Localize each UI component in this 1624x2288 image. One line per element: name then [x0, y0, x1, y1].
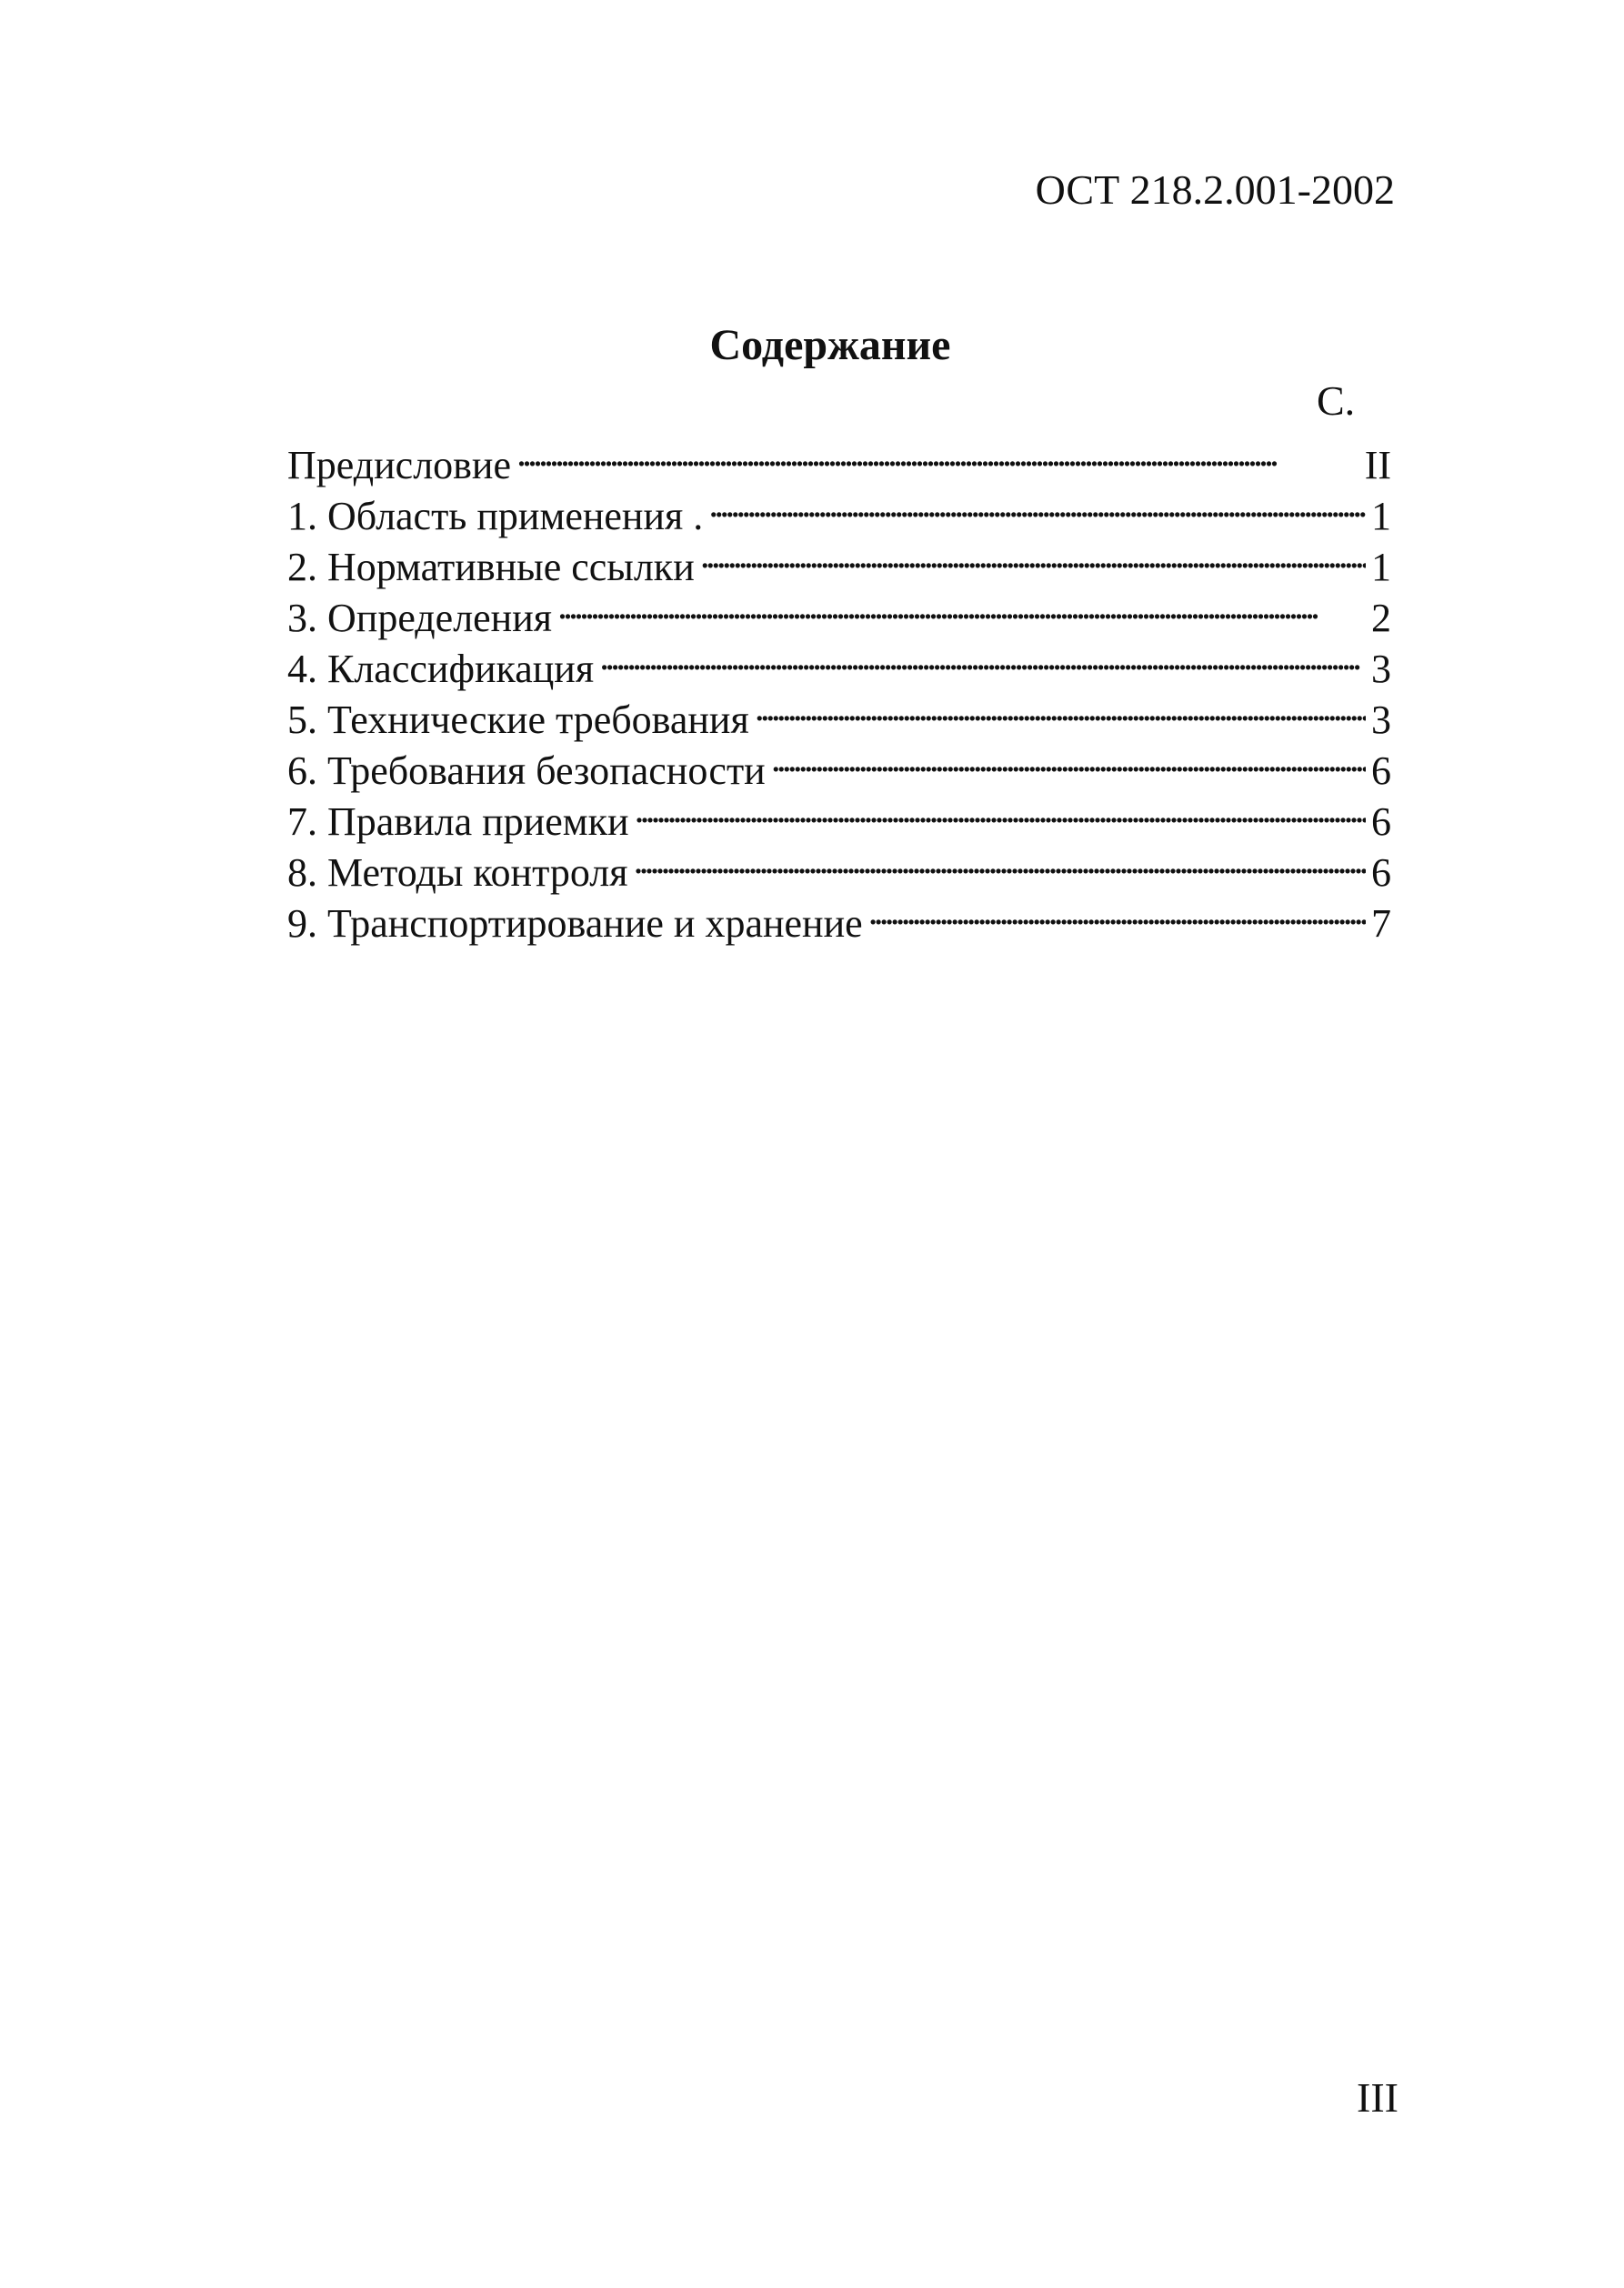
- page-column-label: С.: [1317, 377, 1356, 424]
- toc-title: Содержание: [709, 321, 951, 369]
- toc-entry-label: 7. Правила приемки: [287, 799, 629, 844]
- toc-entry-page: II: [1364, 443, 1391, 487]
- toc-entry-label: 4. Классификация: [287, 647, 595, 691]
- toc-entry-label: 9. Транспортирование и хранение: [287, 901, 863, 946]
- toc-leader-dots: [708, 478, 1366, 529]
- document-code: ОСТ 218.2.001-2002: [1035, 166, 1395, 213]
- toc-entry-label: 3. Определения: [287, 596, 553, 640]
- page-number: III: [1357, 2074, 1398, 2121]
- toc-entry-page: 6: [1371, 850, 1391, 895]
- toc-leader-dots: [557, 580, 1366, 631]
- toc-leader-dots: [516, 427, 1359, 478]
- toc-leader-dots: [599, 631, 1366, 682]
- toc-entry-label: 6. Требования безопасности: [287, 748, 766, 793]
- toc-entry-page: 1: [1371, 545, 1391, 589]
- table-of-contents: [287, 427, 1391, 946]
- toc-entry-page: 6: [1371, 799, 1391, 844]
- toc-entry-page: 6: [1371, 748, 1391, 793]
- toc-entry-page: 3: [1371, 697, 1391, 742]
- toc-entry-page: 7: [1371, 901, 1391, 946]
- toc-leader-dots: [635, 784, 1366, 835]
- toc-entry-page: 1: [1371, 494, 1391, 538]
- toc-entry-page: 2: [1371, 596, 1391, 640]
- toc-entry-label: 5. Технические требования: [287, 697, 749, 742]
- toc-entry-label: 2. Нормативные ссылки: [287, 545, 695, 589]
- toc-entry-label: 8. Методы контроля: [287, 850, 628, 895]
- toc-leader-dots: [633, 835, 1366, 886]
- toc-entry-label: Предисловие: [287, 443, 511, 487]
- toc-leader-dots: [700, 529, 1366, 580]
- toc-leader-dots: [868, 886, 1366, 937]
- toc-entry-foreword[interactable]: [287, 427, 1391, 487]
- toc-entry-label: 1. Область применения .: [287, 494, 704, 538]
- toc-leader-dots: [771, 733, 1366, 784]
- toc-entry-page: 3: [1371, 647, 1391, 691]
- toc-leader-dots: [755, 682, 1366, 733]
